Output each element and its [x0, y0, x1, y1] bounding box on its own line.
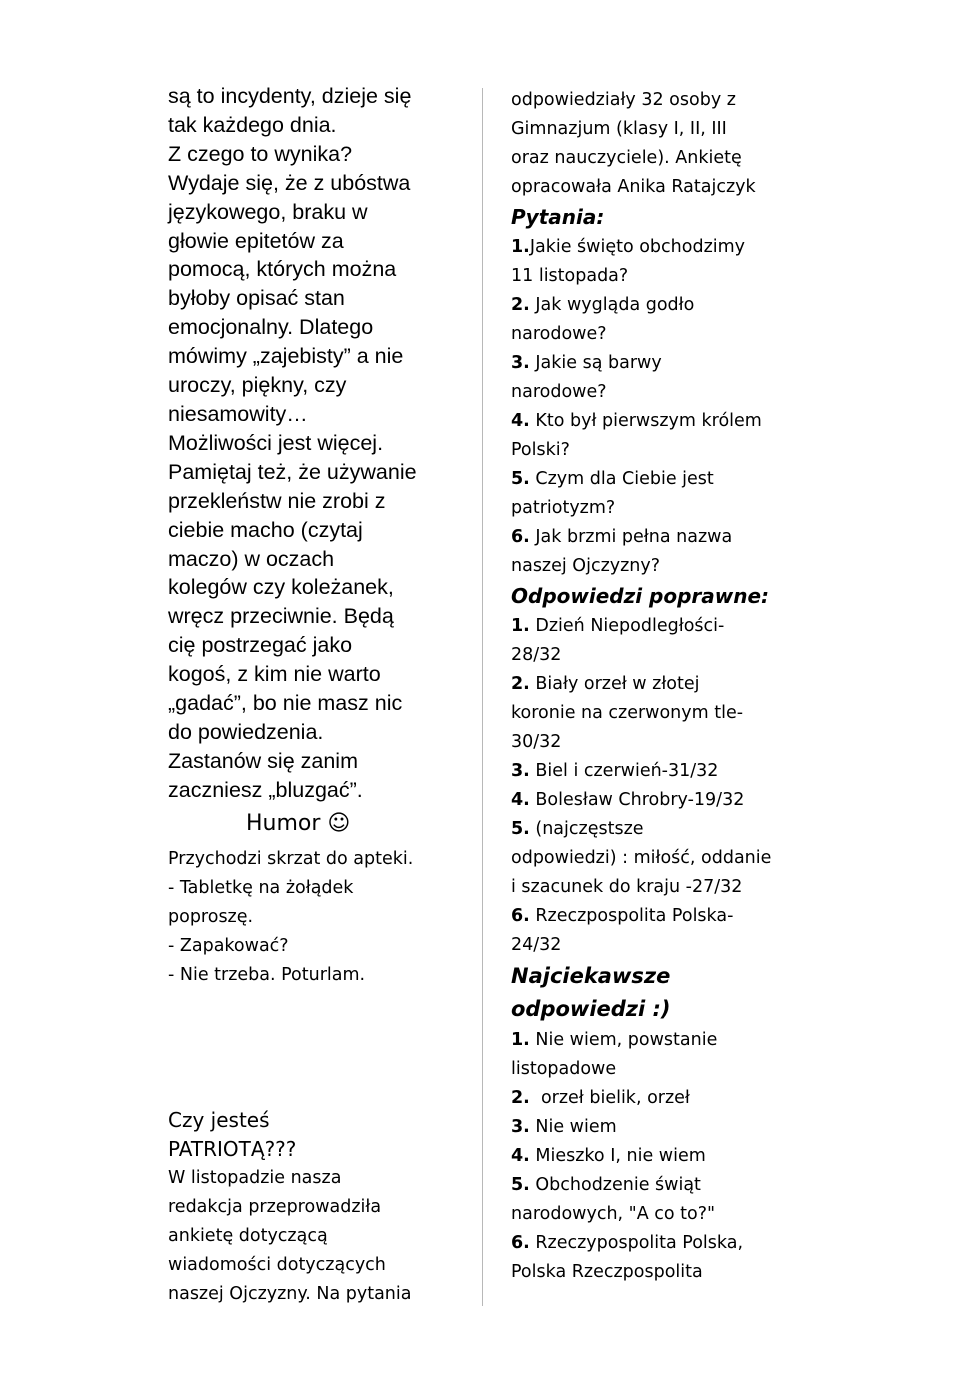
survey-intro-line: redakcja przeprowadziła: [168, 1196, 382, 1217]
article-line: do powiedzenia.: [168, 719, 324, 744]
language-article: [168, 82, 468, 805]
question-line: [511, 407, 801, 436]
article-line: byłoby opisać stan: [168, 286, 345, 311]
funny-answer-line: [511, 1200, 801, 1229]
article-line: są to incydenty, dzieje się: [168, 84, 412, 108]
article-line: Zastanów się zanim: [168, 748, 358, 773]
funny-answers-list: [511, 1026, 801, 1287]
item-number: 2.: [511, 295, 530, 315]
item-text: (najczęstsze: [529, 819, 644, 839]
question-line: [511, 262, 801, 291]
survey-intro: [168, 1164, 468, 1309]
survey-intro-line: Gimnazjum (klasy I, II, III: [511, 119, 727, 139]
right-column: [511, 86, 801, 1287]
funny-answer-line: [511, 1258, 801, 1287]
survey-intro-line: wiadomości dotyczących: [168, 1254, 386, 1275]
item-text: naszej Ojczyzny?: [511, 556, 661, 576]
item-text: odpowiedzi) : miłość, oddanie: [511, 848, 772, 868]
survey-intro-line: ankietę dotyczącą: [168, 1225, 328, 1246]
funny-answer-line: [511, 1055, 801, 1084]
item-number: 5.: [511, 1175, 530, 1195]
item-number: 6.: [511, 906, 530, 926]
item-number: 6.: [511, 1233, 530, 1253]
humor-heading: Humor ☺: [246, 810, 351, 836]
survey-intro-line: odpowiedziały 32 osoby z: [511, 90, 736, 110]
questions-heading: Pytania:: [511, 205, 605, 229]
article-line: wręcz przeciwnie. Będą: [168, 604, 394, 629]
article-line: pomocą, których można: [168, 257, 397, 282]
question-line: [511, 436, 801, 465]
item-text: Jak wygląda godło: [529, 295, 695, 315]
item-text: listopadowe: [511, 1059, 617, 1079]
question-line: [511, 523, 801, 552]
article-line: mówimy „zajebisty” a nie: [168, 344, 404, 369]
funny-answer-line: [511, 1113, 801, 1142]
item-text: koronie na czerwonym tle-: [511, 703, 744, 723]
answer-line: [511, 612, 801, 641]
article-line: Wydaje się, że z ubóstwa: [168, 170, 411, 195]
item-text: 28/32: [511, 645, 562, 665]
article-line: kolegów czy koleżanek,: [168, 575, 394, 600]
item-number: 6.: [511, 527, 530, 547]
item-text: 24/32: [511, 935, 562, 955]
answer-line: [511, 699, 801, 728]
article-line: ciebie macho (czytaj: [168, 517, 363, 542]
answer-line: [511, 844, 801, 873]
item-number: 3.: [511, 761, 530, 781]
item-text: patriotyzm?: [511, 498, 616, 518]
survey-intro-continued: [511, 86, 801, 202]
answer-line: [511, 641, 801, 670]
article-line: „gadać”, bo nie masz nic: [168, 691, 403, 716]
funny-answer-line: [511, 1026, 801, 1055]
column-divider: [482, 88, 483, 1306]
question-line: [511, 378, 801, 407]
question-line: [511, 291, 801, 320]
item-number: 1.: [511, 616, 530, 636]
item-number: 3.: [511, 1117, 530, 1137]
item-text: Nie wiem, powstanie: [529, 1030, 718, 1050]
item-text: orzeł bielik, orzeł: [529, 1088, 690, 1108]
item-text: Polska Rzeczpospolita: [511, 1262, 703, 1282]
funny-answers-heading-line1: Najciekawsze: [511, 964, 671, 988]
funny-answer-line: [511, 1142, 801, 1171]
survey-heading-line2: PATRIOTĄ???: [168, 1136, 297, 1161]
item-text: Kto był pierwszym królem: [529, 411, 762, 431]
item-text: 11 listopada?: [511, 266, 629, 286]
funny-answers-heading-line2: odpowiedzi :): [511, 997, 671, 1021]
item-text: i szacunek do kraju -27/32: [511, 877, 743, 897]
question-line: [511, 552, 801, 581]
joke-line: poproszę.: [168, 906, 254, 927]
question-line: [511, 465, 801, 494]
item-text: Nie wiem: [529, 1117, 617, 1137]
joke-line: - Nie trzeba. Poturlam.: [168, 964, 366, 985]
question-line: [511, 320, 801, 349]
article-line: Z czego to wynika?: [168, 141, 353, 166]
item-text: Jakie są barwy: [529, 353, 662, 373]
item-text: Obchodzenie świąt: [529, 1175, 701, 1195]
article-line: kogoś, z kim nie warto: [168, 662, 381, 687]
item-text: 30/32: [511, 732, 562, 752]
article-line: Pamiętaj też, że używanie: [168, 459, 417, 484]
answer-line: [511, 873, 801, 902]
item-text: narodowe?: [511, 324, 607, 344]
article-line: niesamowity…: [168, 401, 308, 426]
article-line: tak każdego dnia.: [168, 112, 337, 137]
survey-heading-line1: Czy jesteś: [168, 1107, 270, 1132]
survey-intro-line: W listopadzie nasza: [168, 1167, 342, 1188]
item-text: Biały orzeł w złotej: [529, 674, 700, 694]
answers-list: [511, 612, 801, 960]
article-line: emocjonalny. Dlatego: [168, 315, 374, 340]
question-line: [511, 494, 801, 523]
answer-line: [511, 757, 801, 786]
item-text: Bolesław Chrobry-19/32: [529, 790, 745, 810]
item-text: narodowych, "A co to?": [511, 1204, 716, 1224]
item-number: 5.: [511, 819, 530, 839]
left-column: [168, 82, 468, 1309]
item-text: Polski?: [511, 440, 570, 460]
question-line: [511, 233, 801, 262]
answer-line: [511, 815, 801, 844]
item-text: Rzeczypospolita Polska,: [529, 1233, 744, 1253]
item-text: narodowe?: [511, 382, 607, 402]
article-line: językowego, braku w: [168, 199, 368, 224]
questions-list: [511, 233, 801, 581]
funny-answer-line: [511, 1171, 801, 1200]
answer-line: [511, 902, 801, 931]
article-line: cię postrzegać jako: [168, 633, 353, 658]
article-line: uroczy, piękny, czy: [168, 373, 347, 398]
article-line: Możliwości jest więcej.: [168, 430, 384, 455]
answer-line: [511, 931, 801, 960]
item-number: 5.: [511, 469, 530, 489]
joke-line: Przychodzi skrzat do apteki.: [168, 848, 414, 869]
funny-answer-line: [511, 1084, 801, 1113]
joke-line: - Zapakować?: [168, 935, 289, 956]
item-number: 1.: [511, 237, 530, 257]
funny-answer-line: [511, 1229, 801, 1258]
item-number: 3.: [511, 353, 530, 373]
survey-intro-line: opracowała Anika Ratajczyk: [511, 177, 756, 197]
question-line: [511, 349, 801, 378]
item-text: Jak brzmi pełna nazwa: [529, 527, 733, 547]
answers-heading: Odpowiedzi poprawne:: [511, 584, 770, 608]
item-text: Jakie święto obchodzimy: [529, 237, 746, 257]
article-line: przekleństw nie zrobi z: [168, 488, 386, 513]
article-line: głowie epitetów za: [168, 228, 344, 253]
item-number: 2.: [511, 1088, 530, 1108]
item-number: 4.: [511, 411, 530, 431]
item-number: 2.: [511, 674, 530, 694]
item-number: 4.: [511, 1146, 530, 1166]
item-text: Rzeczpospolita Polska-: [529, 906, 734, 926]
survey-intro-line: oraz nauczyciele). Ankietę: [511, 148, 742, 168]
answer-line: [511, 670, 801, 699]
item-text: Dzień Niepodległości-: [529, 616, 725, 636]
item-text: Biel i czerwień-31/32: [529, 761, 719, 781]
article-line: zaczniesz „bluzgać”.: [168, 777, 363, 802]
answer-line: [511, 786, 801, 815]
item-text: Czym dla Ciebie jest: [529, 469, 714, 489]
article-line: maczo) w oczach: [168, 546, 335, 571]
survey-intro-line: naszej Ojczyzny. Na pytania: [168, 1283, 412, 1304]
item-number: 4.: [511, 790, 530, 810]
item-text: Mieszko I, nie wiem: [529, 1146, 706, 1166]
joke-line: - Tabletkę na żołądek: [168, 877, 354, 898]
item-number: 1.: [511, 1030, 530, 1050]
answer-line: [511, 728, 801, 757]
humor-joke: [168, 845, 468, 990]
